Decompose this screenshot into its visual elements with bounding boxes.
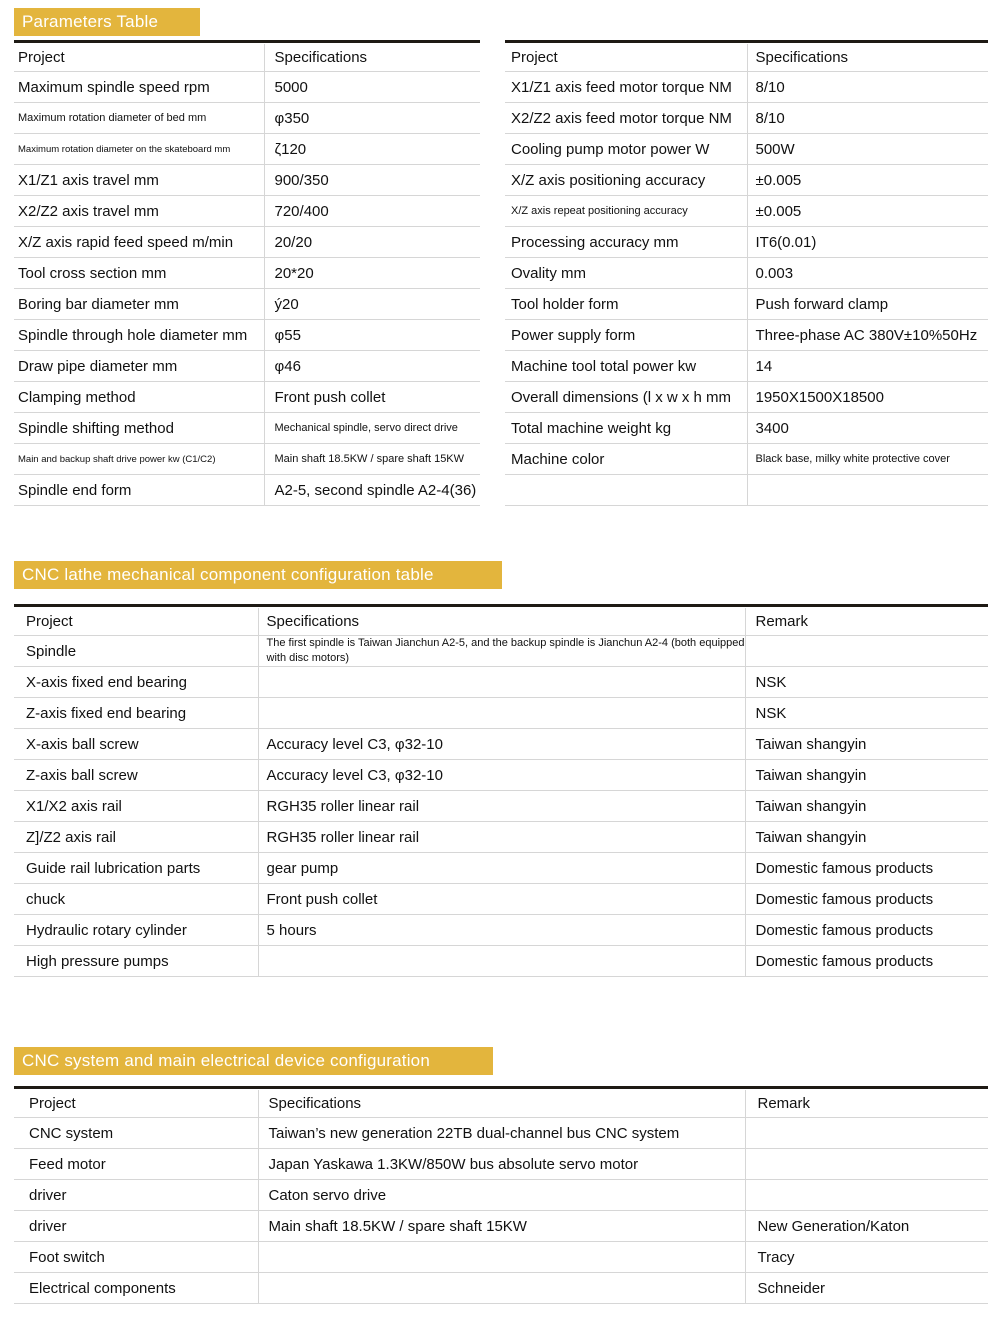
table-cell: Clamping method xyxy=(14,382,264,413)
table-cell: Spindle through hole diameter mm xyxy=(14,320,264,351)
table-cell: Main and backup shaft drive power kw (C1/C2) xyxy=(14,444,264,475)
table-cell: Caton servo drive xyxy=(258,1180,745,1211)
table-cell: 14 xyxy=(747,351,988,382)
table-cell: X1/Z1 axis travel mm xyxy=(14,165,264,196)
table-row xyxy=(14,636,988,667)
table-cell: Main shaft 18.5KW / spare shaft 15KW xyxy=(264,444,480,475)
column-header: Specifications xyxy=(258,1090,745,1118)
table-cell: Foot switch xyxy=(14,1242,258,1273)
table-cell xyxy=(745,636,988,667)
section-rule xyxy=(14,1086,988,1089)
table-cell: ±0.005 xyxy=(747,165,988,196)
table-cell: φ46 xyxy=(264,351,480,382)
table-row xyxy=(14,822,988,853)
table-cell: A2-5, second spindle A2-4(36) xyxy=(264,475,480,506)
table-cell: Main shaft 18.5KW / spare shaft 15KW xyxy=(258,1211,745,1242)
table-row xyxy=(14,382,480,413)
table-row xyxy=(14,1180,988,1211)
electrical-config-table xyxy=(14,1090,988,1304)
table-header-row xyxy=(14,608,988,636)
column-header: Specifications xyxy=(264,44,480,72)
section-title-parameters: Parameters Table xyxy=(14,8,200,36)
table-cell: Processing accuracy mm xyxy=(505,227,747,258)
column-header: Remark xyxy=(745,608,988,636)
table-cell: Tool holder form xyxy=(505,289,747,320)
table-cell: Maximum rotation diameter on the skateboard mm xyxy=(14,134,264,165)
table-cell: 1950X1500X18500 xyxy=(747,382,988,413)
table-row xyxy=(505,320,988,351)
table-cell: X2/Z2 axis feed motor torque NM xyxy=(505,103,747,134)
table-cell: driver xyxy=(14,1180,258,1211)
table-cell: Schneider xyxy=(745,1273,988,1304)
table-cell: Guide rail lubrication parts xyxy=(14,853,258,884)
table-cell xyxy=(258,946,745,977)
table-cell: Total machine weight kg xyxy=(505,413,747,444)
table-row xyxy=(14,103,480,134)
table-cell: chuck xyxy=(14,884,258,915)
table-cell: 3400 xyxy=(747,413,988,444)
table-cell xyxy=(505,475,747,506)
table-cell xyxy=(258,667,745,698)
table-cell: Mechanical spindle, servo direct drive xyxy=(264,413,480,444)
table-cell: Z-axis ball screw xyxy=(14,760,258,791)
table-row xyxy=(505,444,988,475)
table-row xyxy=(505,134,988,165)
table-row xyxy=(14,915,988,946)
table-cell: IT6(0.01) xyxy=(747,227,988,258)
table-cell: 20*20 xyxy=(264,258,480,289)
table-cell: Domestic famous products xyxy=(745,884,988,915)
table-cell: X-axis ball screw xyxy=(14,729,258,760)
table-row xyxy=(14,165,480,196)
table-row xyxy=(14,351,480,382)
table-cell: Black base, milky white protective cover xyxy=(747,444,988,475)
table-cell: ý20 xyxy=(264,289,480,320)
table-cell: Domestic famous products xyxy=(745,946,988,977)
table-row xyxy=(505,289,988,320)
table-row xyxy=(14,1211,988,1242)
table-cell: Three-phase AC 380V±10%50Hz xyxy=(747,320,988,351)
table-cell: 20/20 xyxy=(264,227,480,258)
table-row xyxy=(14,791,988,822)
table-cell: Taiwan’s new generation 22TB dual-channel bus CNC system xyxy=(258,1118,745,1149)
table-row xyxy=(14,289,480,320)
section-rule xyxy=(505,40,988,43)
table-cell: The first spindle is Taiwan Jianchun A2-5, and the backup spindle is Jianchun A2-4 (both equipped with disc motors) xyxy=(258,636,745,667)
section-title-mechanical: CNC lathe mechanical component configuration table xyxy=(14,561,502,589)
table-cell: New Generation/Katon xyxy=(745,1211,988,1242)
table-row xyxy=(14,946,988,977)
table-cell: Taiwan shangyin xyxy=(745,729,988,760)
table-cell: Domestic famous products xyxy=(745,915,988,946)
table-cell: 720/400 xyxy=(264,196,480,227)
table-cell: Spindle end form xyxy=(14,475,264,506)
table-row xyxy=(14,1149,988,1180)
table-cell: φ55 xyxy=(264,320,480,351)
table-row xyxy=(14,729,988,760)
column-header: Specifications xyxy=(258,608,745,636)
table-cell xyxy=(747,475,988,506)
table-cell: Tracy xyxy=(745,1242,988,1273)
section-rule xyxy=(14,40,480,43)
table-row xyxy=(14,258,480,289)
table-row xyxy=(505,72,988,103)
table-cell: 8/10 xyxy=(747,72,988,103)
table-row xyxy=(14,227,480,258)
table-row xyxy=(505,103,988,134)
table-header-row xyxy=(14,1090,988,1118)
table-cell: Domestic famous products xyxy=(745,853,988,884)
table-row xyxy=(14,475,480,506)
table-cell: Maximum spindle speed rpm xyxy=(14,72,264,103)
table-cell: Overall dimensions (l x w x h mm xyxy=(505,382,747,413)
table-row xyxy=(505,351,988,382)
table-cell: Boring bar diameter mm xyxy=(14,289,264,320)
table-row xyxy=(505,196,988,227)
table-row xyxy=(14,72,480,103)
table-header-row xyxy=(14,44,480,72)
table-cell: Electrical components xyxy=(14,1273,258,1304)
table-cell: 5000 xyxy=(264,72,480,103)
table-cell: Cooling pump motor power W xyxy=(505,134,747,165)
table-row xyxy=(14,884,988,915)
table-cell: gear pump xyxy=(258,853,745,884)
table-cell: Machine color xyxy=(505,444,747,475)
table-row xyxy=(14,667,988,698)
column-header: Project xyxy=(14,608,258,636)
table-cell: Spindle xyxy=(14,636,258,667)
table-cell: X-axis fixed end bearing xyxy=(14,667,258,698)
table-cell: Feed motor xyxy=(14,1149,258,1180)
table-row xyxy=(14,1273,988,1304)
table-cell: Accuracy level C3, φ32-10 xyxy=(258,760,745,791)
column-header: Specifications xyxy=(747,44,988,72)
table-cell: Push forward clamp xyxy=(747,289,988,320)
table-row xyxy=(14,134,480,165)
table-cell: Maximum rotation diameter of bed mm xyxy=(14,103,264,134)
table-cell: Taiwan shangyin xyxy=(745,760,988,791)
table-cell: X2/Z2 axis travel mm xyxy=(14,196,264,227)
table-row xyxy=(505,258,988,289)
table-cell: Hydraulic rotary cylinder xyxy=(14,915,258,946)
table-cell: X/Z axis positioning accuracy xyxy=(505,165,747,196)
table-row xyxy=(505,413,988,444)
table-cell: CNC system xyxy=(14,1118,258,1149)
table-cell xyxy=(258,698,745,729)
table-cell: X/Z axis rapid feed speed m/min xyxy=(14,227,264,258)
table-header-row xyxy=(505,44,988,72)
section-rule xyxy=(14,604,988,607)
table-cell: 5 hours xyxy=(258,915,745,946)
parameters-table-right xyxy=(505,44,988,506)
table-row xyxy=(14,853,988,884)
table-cell: φ350 xyxy=(264,103,480,134)
table-row xyxy=(14,698,988,729)
table-row xyxy=(14,760,988,791)
table-cell: Spindle shifting method xyxy=(14,413,264,444)
column-header: Remark xyxy=(745,1090,988,1118)
table-cell: X1/X2 axis rail xyxy=(14,791,258,822)
table-row xyxy=(14,1118,988,1149)
table-cell: NSK xyxy=(745,667,988,698)
column-header: Project xyxy=(14,44,264,72)
table-row xyxy=(505,475,988,506)
table-cell: NSK xyxy=(745,698,988,729)
mechanical-config-table xyxy=(14,608,988,977)
table-cell: driver xyxy=(14,1211,258,1242)
table-cell: Ovality mm xyxy=(505,258,747,289)
table-cell: ±0.005 xyxy=(747,196,988,227)
column-header: Project xyxy=(14,1090,258,1118)
table-row xyxy=(14,444,480,475)
table-cell: Tool cross section mm xyxy=(14,258,264,289)
table-cell: Draw pipe diameter mm xyxy=(14,351,264,382)
table-cell xyxy=(258,1242,745,1273)
table-cell: Z-axis fixed end bearing xyxy=(14,698,258,729)
column-header: Project xyxy=(505,44,747,72)
table-cell: RGH35 roller linear rail xyxy=(258,791,745,822)
table-row xyxy=(14,1242,988,1273)
table-row xyxy=(14,413,480,444)
table-cell: 900/350 xyxy=(264,165,480,196)
table-cell: Japan Yaskawa 1.3KW/850W bus absolute servo motor xyxy=(258,1149,745,1180)
table-row xyxy=(505,382,988,413)
table-cell: High pressure pumps xyxy=(14,946,258,977)
table-cell: 8/10 xyxy=(747,103,988,134)
table-cell: ζ120 xyxy=(264,134,480,165)
table-cell: X/Z axis repeat positioning accuracy xyxy=(505,196,747,227)
table-cell: 500W xyxy=(747,134,988,165)
table-row xyxy=(14,196,480,227)
parameters-table-left xyxy=(14,44,480,506)
table-cell: Power supply form xyxy=(505,320,747,351)
section-title-electrical: CNC system and main electrical device configuration xyxy=(14,1047,493,1075)
table-cell: X1/Z1 axis feed motor torque NM xyxy=(505,72,747,103)
table-cell: Accuracy level C3, φ32-10 xyxy=(258,729,745,760)
table-cell xyxy=(745,1149,988,1180)
table-row xyxy=(505,165,988,196)
table-cell: Front push collet xyxy=(258,884,745,915)
table-row xyxy=(505,227,988,258)
table-cell: Z]/Z2 axis rail xyxy=(14,822,258,853)
table-cell: 0.003 xyxy=(747,258,988,289)
table-cell xyxy=(745,1180,988,1211)
table-cell: Taiwan shangyin xyxy=(745,822,988,853)
table-cell: Machine tool total power kw xyxy=(505,351,747,382)
table-cell xyxy=(745,1118,988,1149)
table-cell: Taiwan shangyin xyxy=(745,791,988,822)
table-cell xyxy=(258,1273,745,1304)
table-row xyxy=(14,320,480,351)
table-cell: RGH35 roller linear rail xyxy=(258,822,745,853)
table-cell: Front push collet xyxy=(264,382,480,413)
